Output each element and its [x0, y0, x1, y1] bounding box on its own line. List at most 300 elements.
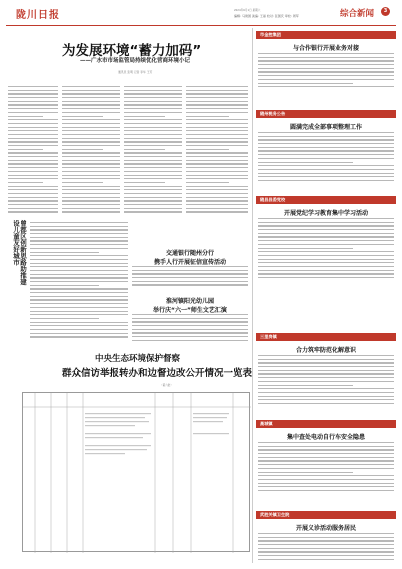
text-line — [124, 93, 182, 94]
text-line — [258, 79, 394, 80]
text-line — [30, 318, 99, 319]
headline-gaocheng[interactable]: 集中查处电动自行车安全隐患 — [286, 434, 365, 441]
section-label-finance: 市金控集团 — [260, 32, 281, 37]
text-line — [258, 555, 394, 556]
text-line — [8, 123, 58, 124]
text-line — [62, 97, 120, 98]
section-label-gaocheng: 高城镇 — [260, 421, 273, 426]
section-label-tax: 随州税务公告 — [260, 111, 286, 116]
text-line — [258, 446, 394, 447]
text-line — [124, 204, 182, 205]
text-line — [186, 90, 248, 91]
lead-body-col-1 — [8, 86, 58, 216]
text-line — [62, 163, 120, 164]
lead-body-col-3 — [124, 86, 182, 216]
kindergarten-story-headline-line1: 淮河镇阳光幼儿园 — [165, 298, 214, 305]
inspection-title-line2[interactable]: 群众信访举报转办和边督边改公开情况一览表 — [62, 368, 253, 379]
text-line — [8, 141, 58, 142]
text-line — [8, 93, 58, 94]
text-line — [62, 130, 120, 131]
text-line — [258, 273, 394, 274]
text-line — [258, 229, 394, 230]
text-line — [62, 189, 120, 190]
text-line — [124, 134, 182, 135]
text-line — [124, 141, 182, 142]
text-line — [258, 64, 394, 65]
text-line — [8, 167, 58, 168]
text-line — [258, 385, 353, 386]
text-line — [8, 119, 58, 120]
text-line — [62, 204, 120, 205]
text-line — [124, 108, 182, 109]
text-line — [30, 333, 128, 334]
text-line — [186, 197, 248, 198]
text-line — [258, 559, 394, 560]
headline-party-school[interactable]: 开展党纪学习教育集中学习活动 — [283, 210, 368, 217]
bank-story-body — [132, 266, 248, 290]
text-line — [186, 119, 248, 120]
text-line — [258, 377, 394, 378]
text-line — [30, 277, 128, 278]
text-line — [258, 169, 394, 170]
text-line — [124, 211, 182, 212]
text-line — [124, 116, 165, 117]
text-line — [30, 314, 128, 315]
text-line — [62, 193, 120, 194]
text-line — [30, 222, 128, 223]
text-line — [132, 277, 248, 278]
text-line — [124, 97, 182, 98]
lead-article-subtitle: ——广水市市场监管局持续优化营商环境小记 — [80, 58, 191, 64]
text-line — [8, 200, 58, 201]
text-line — [62, 178, 120, 179]
text-line — [258, 57, 394, 58]
text-line — [124, 167, 182, 168]
text-line — [30, 274, 128, 275]
text-line — [62, 149, 103, 150]
text-line — [30, 226, 128, 227]
text-line — [8, 208, 58, 209]
text-line — [8, 160, 58, 161]
text-line — [124, 200, 182, 201]
text-line — [30, 266, 128, 267]
inspection-table-caption: （第六批） — [160, 384, 173, 387]
text-line — [62, 211, 120, 212]
text-line — [30, 329, 128, 330]
text-line — [62, 127, 120, 128]
text-line — [124, 189, 182, 190]
text-line — [8, 104, 58, 105]
text-line — [186, 156, 248, 157]
text-line — [258, 449, 394, 450]
text-line — [62, 160, 120, 161]
text-line — [8, 130, 58, 131]
body-tax — [258, 132, 394, 184]
text-line — [132, 314, 248, 315]
text-line — [258, 544, 394, 545]
text-line — [62, 108, 120, 109]
text-line — [132, 270, 248, 271]
text-line — [186, 204, 248, 205]
text-line — [8, 134, 58, 135]
section-label-party-school: 随县县委党校 — [260, 197, 286, 202]
text-line — [62, 145, 120, 146]
bank-story-headline[interactable] — [132, 248, 248, 266]
page-section-title: 综合新闻 — [340, 9, 375, 19]
text-line — [8, 116, 43, 117]
text-line — [186, 175, 248, 176]
text-line — [258, 396, 394, 397]
text-line — [258, 373, 394, 374]
text-line — [30, 307, 128, 308]
text-line — [258, 362, 394, 363]
text-line — [258, 259, 394, 260]
text-line — [186, 104, 248, 105]
text-line — [124, 145, 182, 146]
text-line — [186, 123, 248, 124]
text-line — [8, 156, 58, 157]
text-line — [258, 490, 394, 491]
text-line — [30, 270, 128, 271]
text-line — [258, 68, 394, 69]
text-line — [62, 197, 120, 198]
text-line — [124, 138, 182, 139]
text-line — [132, 273, 248, 274]
bank-story-headline-line2: 携手人行开展征信宣传活动 — [153, 259, 226, 266]
text-line — [8, 171, 58, 172]
text-line — [62, 152, 120, 153]
text-line — [258, 53, 394, 54]
text-line — [30, 281, 128, 282]
text-line — [8, 108, 58, 109]
text-line — [8, 189, 58, 190]
text-line — [186, 189, 248, 190]
text-line — [8, 163, 58, 164]
bank-story-headline-line1: 交通银行随州分行 — [165, 250, 214, 257]
text-line — [186, 145, 248, 146]
text-line — [30, 336, 128, 337]
text-line — [258, 457, 394, 458]
text-line — [258, 270, 394, 271]
text-line — [132, 318, 248, 319]
text-line — [124, 175, 182, 176]
section-label-health-center: 武胜关镇卫生院 — [260, 512, 290, 517]
section-bar-sanligang — [256, 333, 396, 341]
text-line — [258, 533, 394, 534]
text-line — [30, 237, 128, 238]
text-line — [258, 370, 394, 371]
text-line — [62, 156, 120, 157]
text-line — [186, 101, 248, 102]
text-line — [124, 182, 165, 183]
text-line — [30, 240, 128, 241]
text-line — [30, 255, 128, 256]
text-line — [258, 173, 394, 174]
text-line — [30, 244, 128, 245]
text-line — [258, 392, 394, 393]
text-line — [258, 251, 394, 252]
text-line — [30, 325, 128, 326]
text-line — [124, 86, 182, 87]
headline-tax[interactable]: 圆满完成全部事项整理工作 — [289, 124, 362, 131]
text-line — [62, 138, 120, 139]
text-line — [62, 104, 120, 105]
text-line — [8, 97, 58, 98]
text-line — [124, 193, 182, 194]
text-line — [258, 233, 394, 234]
kindergarten-story-headline[interactable] — [132, 296, 248, 314]
text-line — [258, 399, 394, 400]
text-line — [186, 178, 248, 179]
body-gaocheng — [258, 442, 394, 494]
masthead — [6, 4, 396, 26]
kindergarten-story-headline-line2: 举行庆“六一”师生文艺汇演 — [153, 307, 227, 314]
text-line — [258, 479, 394, 480]
text-line — [258, 150, 394, 151]
text-line — [258, 359, 394, 360]
text-line — [258, 248, 353, 249]
text-line — [258, 537, 394, 538]
text-line — [132, 336, 248, 337]
text-line — [258, 132, 394, 133]
text-line — [8, 127, 58, 128]
text-line — [132, 266, 248, 267]
kindergarten-story-body — [132, 314, 248, 344]
text-line — [258, 60, 394, 61]
text-line — [62, 186, 120, 187]
text-line — [186, 97, 248, 98]
text-line — [30, 252, 99, 253]
text-line — [8, 112, 58, 113]
text-line — [62, 171, 120, 172]
text-line — [62, 90, 120, 91]
text-line — [258, 403, 394, 404]
text-line — [186, 134, 248, 135]
text-line — [30, 285, 99, 286]
text-line — [132, 325, 248, 326]
text-line — [124, 104, 182, 105]
text-line — [8, 86, 58, 87]
lead-article-title[interactable]: 为发展环境“蓄力加码” — [62, 43, 202, 59]
text-line — [258, 136, 394, 137]
text-line — [258, 240, 394, 241]
text-line — [258, 366, 394, 367]
text-line — [258, 442, 394, 443]
text-line — [124, 119, 182, 120]
text-line — [258, 277, 394, 278]
text-line — [186, 127, 248, 128]
text-line — [8, 193, 58, 194]
text-line — [124, 171, 182, 172]
text-line — [258, 165, 394, 166]
section-bar-finance — [256, 31, 396, 39]
text-line — [186, 163, 248, 164]
text-line — [186, 208, 248, 209]
text-line — [62, 123, 120, 124]
text-line — [258, 162, 353, 163]
text-line — [8, 101, 58, 102]
body-sanligang — [258, 355, 394, 407]
text-line — [258, 86, 394, 87]
text-line — [62, 86, 120, 87]
text-line — [124, 130, 182, 131]
text-line — [62, 116, 103, 117]
text-line — [258, 381, 394, 382]
text-line — [8, 152, 58, 153]
text-line — [30, 229, 128, 230]
text-line — [258, 464, 394, 465]
text-line — [8, 90, 58, 91]
section-label-sanligang: 三里岗镇 — [260, 334, 277, 339]
text-line — [8, 149, 43, 150]
body-health-center — [258, 533, 394, 563]
text-line — [8, 178, 58, 179]
text-line — [258, 143, 394, 144]
inspection-title-line1: 中央生态环境保护督察 — [95, 354, 181, 364]
text-line — [62, 93, 120, 94]
text-line — [258, 266, 394, 267]
text-line — [62, 182, 103, 183]
text-line — [186, 167, 248, 168]
text-line — [30, 292, 128, 293]
text-line — [258, 176, 394, 177]
headline-health-center[interactable]: 开展义诊活动服务居民 — [295, 525, 356, 532]
text-line — [62, 134, 120, 135]
text-line — [8, 175, 58, 176]
text-line — [124, 152, 182, 153]
text-line — [258, 236, 394, 237]
lead-article-byline: 通讯员 张明 记者 李华 王芳 — [118, 70, 153, 74]
body-finance — [258, 53, 394, 93]
text-line — [186, 160, 248, 161]
editor-credits: 编辑: 马建国 美编: 王丽 校对: 张国庆 审校: 周军 — [234, 14, 299, 18]
text-line — [258, 262, 394, 263]
vertical-story-body — [30, 222, 128, 342]
issue-date: 2024年6月1日 星期六 — [234, 9, 261, 12]
lead-body-col-4 — [186, 86, 248, 216]
text-line — [30, 233, 128, 234]
text-line — [258, 71, 394, 72]
text-line — [258, 158, 394, 159]
text-line — [186, 93, 248, 94]
text-line — [124, 186, 182, 187]
text-line — [132, 340, 248, 341]
text-line — [258, 180, 394, 181]
text-line — [8, 145, 58, 146]
column-divider — [252, 28, 253, 563]
text-line — [30, 303, 128, 304]
text-line — [258, 147, 394, 148]
text-line — [30, 296, 128, 297]
text-line — [30, 299, 128, 300]
text-line — [62, 200, 120, 201]
text-line — [8, 182, 43, 183]
text-line — [258, 355, 394, 356]
text-line — [30, 311, 128, 312]
text-line — [258, 453, 394, 454]
lead-body-col-2 — [62, 86, 120, 216]
text-line — [258, 540, 394, 541]
text-line — [132, 284, 248, 285]
text-line — [258, 75, 394, 76]
inspection-table — [22, 392, 250, 552]
text-line — [124, 149, 165, 150]
text-line — [62, 167, 120, 168]
text-line — [186, 149, 229, 150]
text-line — [258, 218, 394, 219]
text-line — [132, 281, 248, 282]
text-line — [186, 193, 248, 194]
text-line — [258, 83, 353, 84]
text-line — [124, 163, 182, 164]
text-line — [8, 197, 58, 198]
section-bar-party-school — [256, 196, 396, 204]
text-line — [258, 548, 394, 549]
text-line — [186, 116, 229, 117]
text-line — [258, 388, 394, 389]
text-line — [62, 119, 120, 120]
section-bar-health-center — [256, 511, 396, 519]
text-line — [186, 108, 248, 109]
text-line — [8, 211, 58, 212]
text-line — [186, 112, 248, 113]
text-line — [258, 222, 394, 223]
text-line — [186, 182, 229, 183]
text-line — [62, 208, 120, 209]
text-line — [132, 329, 248, 330]
text-line — [30, 263, 128, 264]
text-line — [186, 211, 248, 212]
text-line — [124, 208, 182, 209]
text-line — [8, 186, 58, 187]
vertical-headline[interactable]: 曾都区创新思路助推建设儿童友好城市 — [12, 220, 27, 285]
text-line — [124, 160, 182, 161]
text-line — [186, 130, 248, 131]
text-line — [62, 112, 120, 113]
text-line — [258, 225, 394, 226]
text-line — [258, 472, 353, 473]
text-line — [132, 332, 248, 333]
text-line — [258, 244, 394, 245]
inspection-table-grid — [23, 393, 251, 553]
text-line — [30, 288, 128, 289]
page-number-badge: 3 — [381, 7, 390, 16]
text-line — [186, 186, 248, 187]
text-line — [62, 175, 120, 176]
text-line — [186, 152, 248, 153]
text-line — [8, 204, 58, 205]
text-line — [258, 486, 394, 487]
body-party-school — [258, 218, 394, 282]
text-line — [258, 460, 394, 461]
headline-finance[interactable]: 与合作银行开展业务对接 — [292, 45, 359, 52]
text-line — [186, 171, 248, 172]
text-line — [8, 138, 58, 139]
text-line — [124, 112, 182, 113]
text-line — [258, 139, 394, 140]
text-line — [124, 178, 182, 179]
section-bar-gaocheng — [256, 420, 396, 428]
text-line — [30, 259, 128, 260]
text-line — [186, 141, 248, 142]
text-line — [132, 321, 248, 322]
text-line — [124, 156, 182, 157]
section-bar-tax — [256, 110, 396, 118]
text-line — [258, 475, 394, 476]
text-line — [124, 127, 182, 128]
text-line — [124, 197, 182, 198]
headline-sanligang[interactable]: 合力筑牢防范化解意识 — [295, 347, 356, 354]
